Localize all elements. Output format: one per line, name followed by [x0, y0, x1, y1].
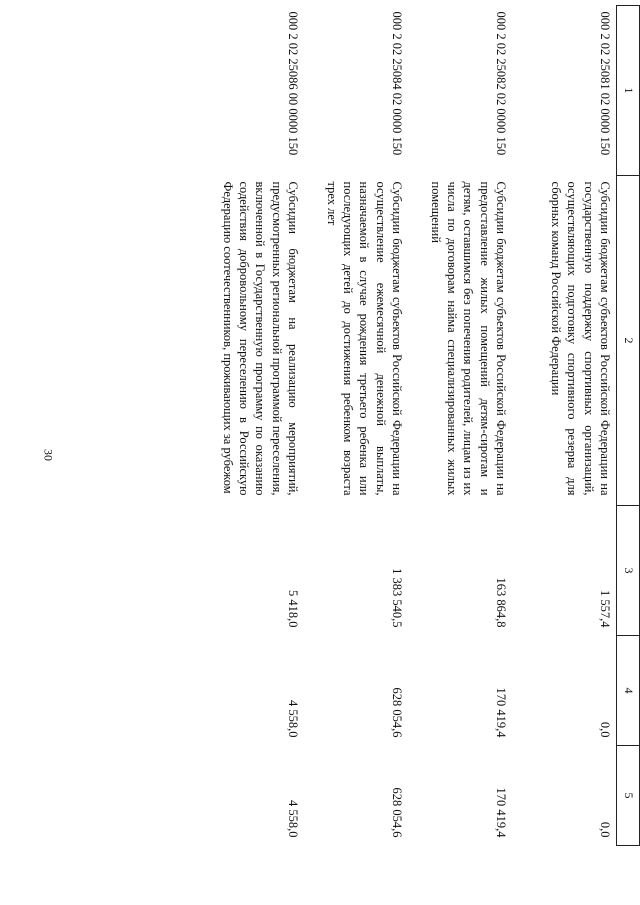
- table-row: [512, 6, 617, 846]
- item-description: Субсидии бюджетам субъектов Российской Федерации на осуществление ежемесячной денежной выплаты, назначаемой в случае рождения третьего ребенка или последующих детей до достижения ребенком возраста трех лет: [325, 181, 404, 496]
- budget-code: 000 2 02 25086 00 0000 150: [286, 11, 300, 156]
- item-description: Субсидии бюджетам на реализацию мероприятий, предусмотренных региональной программой переселения, включенной в Государственную программу по оказанию содействия добровольному переселению в Российскую Федерацию соотечественников, проживающих за рубежом: [221, 181, 300, 496]
- value-col-3: 1 557,4: [598, 590, 612, 628]
- header-col-1: 1: [617, 6, 640, 176]
- item-description: Субсидии бюджетам субъектов Российской Федерации на государственную поддержку спортивных организаций, осуществляющих подготовку спортивного резерва для сборных команд Российской Федерации: [549, 181, 612, 496]
- table-row: [304, 6, 408, 846]
- page-number: 30: [41, 449, 56, 461]
- table-row: [408, 6, 512, 846]
- header-col-5: 5: [617, 746, 640, 846]
- header-row: [617, 6, 640, 846]
- value-col-4: 170 419,4: [494, 687, 508, 738]
- value-col-4: 0,0: [598, 721, 612, 738]
- item-description: Субсидии бюджетам субъектов Российской Федерации на предоставление жилых помещений детям-сиротам и детям, оставшимся без попечения родителей, лицам из их числа по договорам найма специализированных жилых помещений: [429, 181, 508, 496]
- header-col-3: 3: [617, 506, 640, 636]
- value-col-5: 4 558,0: [286, 800, 300, 838]
- value-col-3: 5 418,0: [286, 590, 300, 628]
- rotated-table-container: [100, 5, 640, 845]
- budget-code: 000 2 02 25084 02 0000 150: [390, 11, 404, 156]
- header-col-4: 4: [617, 636, 640, 746]
- header-col-2: 2: [617, 176, 640, 506]
- value-col-3: 163 864,8: [494, 577, 508, 628]
- budget-table: [188, 5, 640, 846]
- value-col-5: 170 419,4: [494, 787, 508, 838]
- budget-code: 000 2 02 25081 02 0000 150: [598, 11, 612, 156]
- value-col-3: 1 383 540,5: [390, 568, 404, 628]
- value-col-4: 628 054,6: [390, 687, 404, 738]
- value-col-5: 628 054,6: [390, 787, 404, 838]
- budget-code: 000 2 02 25082 02 0000 150: [494, 11, 508, 156]
- value-col-4: 4 558,0: [286, 700, 300, 738]
- value-col-5: 0,0: [598, 821, 612, 838]
- table-row: [188, 6, 304, 846]
